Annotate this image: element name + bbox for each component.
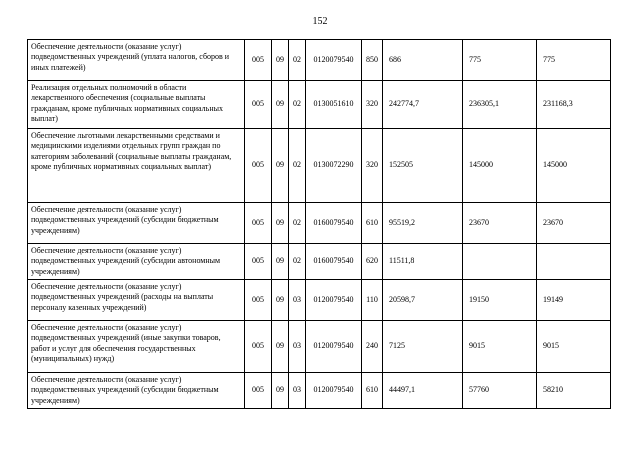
table-row xyxy=(28,321,611,373)
ministry-code: 005 xyxy=(245,129,272,203)
amount-year-1: 11511,8 xyxy=(383,244,463,280)
subsection-code: 02 xyxy=(289,203,306,244)
amount-year-1: 20598,7 xyxy=(383,280,463,321)
row-description: Обеспечение льготными лекарственными средствами и медицинскими изделиями отдельных групп граждан по категориям заболеваний (социальные выплаты гражданам, кроме публичных нормативных социальных выплат) xyxy=(28,129,245,203)
amount-year-1: 152505 xyxy=(383,129,463,203)
amount-year-3: 775 xyxy=(537,40,611,81)
row-description: Обеспечение деятельности (оказание услуг) подведомственных учреждений (субсидии бюджетным учреждениям) xyxy=(28,373,245,409)
table-row xyxy=(28,129,611,203)
table-row xyxy=(28,280,611,321)
target-article-code: 0130072290 xyxy=(306,129,362,203)
target-article-code: 0120079540 xyxy=(306,280,362,321)
page-number: 152 xyxy=(312,16,328,27)
amount-year-3: 58210 xyxy=(537,373,611,409)
subsection-code: 02 xyxy=(289,244,306,280)
amount-year-1: 686 xyxy=(383,40,463,81)
ministry-code: 005 xyxy=(245,244,272,280)
amount-year-2: 9015 xyxy=(463,321,537,373)
row-description: Обеспечение деятельности (оказание услуг) подведомственных учреждений (субсидии автономным учреждениям) xyxy=(28,244,245,280)
amount-year-3: 231168,3 xyxy=(537,81,611,129)
table-row xyxy=(28,244,611,280)
ministry-code: 005 xyxy=(245,203,272,244)
amount-year-2: 775 xyxy=(463,40,537,81)
target-article-code: 0160079540 xyxy=(306,203,362,244)
section-code: 09 xyxy=(272,321,289,373)
amount-year-3: 9015 xyxy=(537,321,611,373)
section-code: 09 xyxy=(272,203,289,244)
table-row xyxy=(28,373,611,409)
expense-type-code: 320 xyxy=(362,81,383,129)
amount-year-3: 23670 xyxy=(537,203,611,244)
expense-type-code: 320 xyxy=(362,129,383,203)
target-article-code: 0120079540 xyxy=(306,373,362,409)
table-row xyxy=(28,81,611,129)
amount-year-1: 44497,1 xyxy=(383,373,463,409)
amount-year-2: 23670 xyxy=(463,203,537,244)
ministry-code: 005 xyxy=(245,373,272,409)
expense-type-code: 110 xyxy=(362,280,383,321)
amount-year-2: 57760 xyxy=(463,373,537,409)
subsection-code: 02 xyxy=(289,81,306,129)
table-row xyxy=(28,40,611,81)
row-description: Обеспечение деятельности (оказание услуг) подведомственных учреждений (расходы на выплаты персоналу казенных учреждений) xyxy=(28,280,245,321)
ministry-code: 005 xyxy=(245,280,272,321)
section-code: 09 xyxy=(272,129,289,203)
target-article-code: 0120079540 xyxy=(306,40,362,81)
subsection-code: 02 xyxy=(289,40,306,81)
amount-year-1: 95519,2 xyxy=(383,203,463,244)
subsection-code: 03 xyxy=(289,280,306,321)
row-description: Реализация отдельных полномочий в области лекарственного обеспечения (социальные выплаты гражданам, кроме публичных нормативных социальных выплат) xyxy=(28,81,245,129)
ministry-code: 005 xyxy=(245,81,272,129)
amount-year-1: 7125 xyxy=(383,321,463,373)
expense-type-code: 610 xyxy=(362,203,383,244)
ministry-code: 005 xyxy=(245,40,272,81)
target-article-code: 0160079540 xyxy=(306,244,362,280)
section-code: 09 xyxy=(272,244,289,280)
section-code: 09 xyxy=(272,373,289,409)
amount-year-1: 242774,7 xyxy=(383,81,463,129)
amount-year-2: 19150 xyxy=(463,280,537,321)
amount-year-2 xyxy=(463,244,537,280)
row-description: Обеспечение деятельности (оказание услуг) подведомственных учреждений (иные закупки товаров, работ и услуг для обеспечения государственных (муниципальных) нужд) xyxy=(28,321,245,373)
amount-year-2: 236305,1 xyxy=(463,81,537,129)
row-description: Обеспечение деятельности (оказание услуг) подведомственных учреждений (субсидии бюджетным учреждениям) xyxy=(28,203,245,244)
section-code: 09 xyxy=(272,81,289,129)
amount-year-3: 145000 xyxy=(537,129,611,203)
subsection-code: 02 xyxy=(289,129,306,203)
budget-table xyxy=(27,39,611,409)
row-description: Обеспечение деятельности (оказание услуг) подведомственных учреждений (уплата налогов, сборов и иных платежей) xyxy=(28,40,245,81)
section-code: 09 xyxy=(272,280,289,321)
expense-type-code: 620 xyxy=(362,244,383,280)
section-code: 09 xyxy=(272,40,289,81)
target-article-code: 0130051610 xyxy=(306,81,362,129)
amount-year-2: 145000 xyxy=(463,129,537,203)
amount-year-3: 19149 xyxy=(537,280,611,321)
subsection-code: 03 xyxy=(289,321,306,373)
target-article-code: 0120079540 xyxy=(306,321,362,373)
expense-type-code: 850 xyxy=(362,40,383,81)
subsection-code: 03 xyxy=(289,373,306,409)
ministry-code: 005 xyxy=(245,321,272,373)
amount-year-3 xyxy=(537,244,611,280)
expense-type-code: 610 xyxy=(362,373,383,409)
table-row xyxy=(28,203,611,244)
expense-type-code: 240 xyxy=(362,321,383,373)
